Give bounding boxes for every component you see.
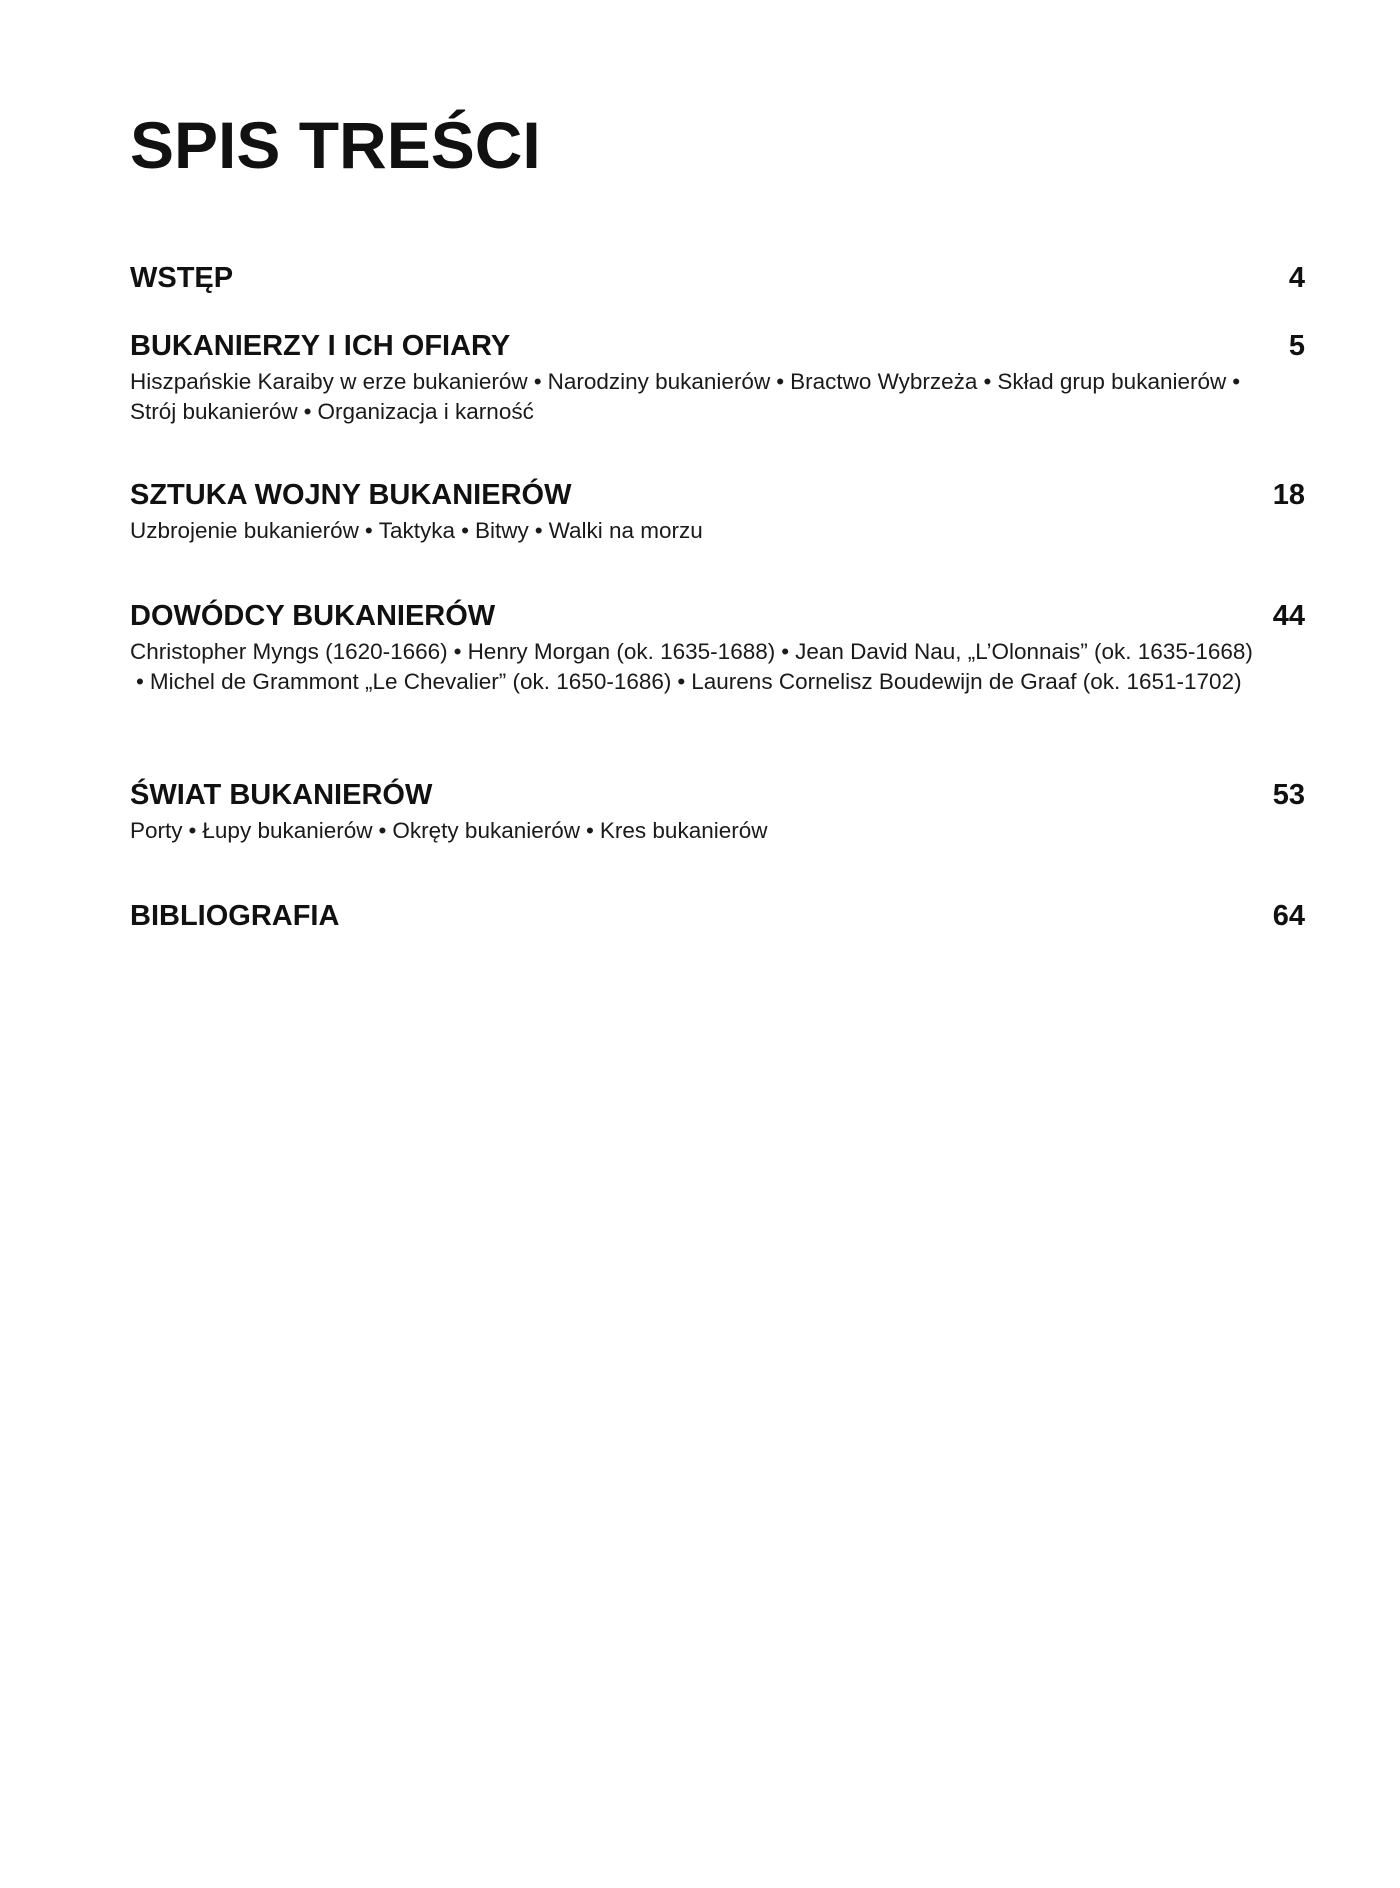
- subtopic: Michel de Grammont „Le Chevalier” (ok. 1650-1686): [149, 668, 672, 694]
- bullet-separator: •: [461, 518, 469, 543]
- subtopic: Organizacja i karność: [317, 398, 534, 424]
- toc-entry-subtopics: [130, 516, 1260, 546]
- toc-entry-page-number: 44: [1272, 600, 1305, 632]
- toc-entry-page-number: 53: [1272, 779, 1305, 811]
- subtopic: Porty: [130, 818, 183, 843]
- bullet-separator: •: [781, 639, 790, 664]
- bullet-separator: •: [136, 668, 144, 694]
- page-title: SPIS TREŚCI: [130, 108, 541, 182]
- subtopic: Christopher Myngs (1620-1666): [130, 639, 448, 664]
- toc-entry-title: BUKANIERZY I ICH OFIARY: [130, 330, 511, 362]
- subtopic: Okręty bukanierów: [392, 818, 581, 843]
- toc-entry-wstep[interactable]: [130, 258, 1305, 298]
- toc-entry-title: SZTUKA WOJNY BUKANIERÓW: [130, 479, 572, 511]
- bullet-separator: •: [677, 668, 686, 694]
- toc-entry-title: WSTĘP: [130, 262, 234, 294]
- bullet-separator: •: [776, 369, 785, 394]
- subtopic: Jean David Nau, „L’Olonnais” (ok. 1635-1668): [795, 639, 1253, 664]
- subtopic: Kres bukanierów: [599, 818, 768, 843]
- subtopic: Hiszpańskie Karaiby w erze bukanierów: [130, 369, 528, 394]
- subtopic: Bractwo Wybrzeża: [790, 369, 978, 394]
- bullet-separator: •: [188, 818, 197, 843]
- bullet-separator: •: [983, 369, 992, 394]
- bullet-separator: •: [1232, 369, 1241, 394]
- toc-entry-title: DOWÓDCY BUKANIERÓW: [130, 600, 496, 632]
- toc-entry-sztuka-wojny-bukanierow[interactable]: [130, 475, 1305, 546]
- bullet-separator: •: [586, 818, 594, 843]
- toc-entry-page-number: 4: [1288, 262, 1305, 294]
- toc-entry-dowodcy-bukanierow[interactable]: [130, 596, 1305, 696]
- toc-entry-bibliografia[interactable]: [130, 896, 1305, 936]
- toc-entry-page-number: 5: [1288, 330, 1305, 362]
- toc-entry-title: ŚWIAT BUKANIERÓW: [130, 779, 433, 811]
- bullet-separator: •: [534, 518, 543, 543]
- subtopic: Uzbrojenie bukanierów: [130, 518, 359, 543]
- bullet-separator: •: [533, 369, 542, 394]
- subtopic: Łupy bukanierów: [202, 818, 373, 843]
- bullet-separator: •: [378, 818, 387, 843]
- bullet-separator: •: [364, 518, 373, 543]
- subtopic: Henry Morgan (ok. 1635-1688): [467, 639, 776, 664]
- toc-entry-subtopics: [130, 367, 1260, 426]
- toc-entry-subtopics: [130, 816, 1260, 846]
- toc-entry-subtopics: [130, 637, 1260, 696]
- subtopic: Narodziny bukanierów: [547, 369, 771, 394]
- toc-entry-title: BIBLIOGRAFIA: [130, 900, 340, 932]
- toc-entry-swiat-bukanierow[interactable]: [130, 775, 1305, 846]
- toc-entry-bukanierzy-i-ich-ofiary[interactable]: [130, 326, 1305, 426]
- subtopic: Laurens Cornelisz Boudewijn de Graaf (ok. 1651-1702): [691, 668, 1242, 694]
- subtopic: Walki na morzu: [548, 518, 703, 543]
- subtopic: Bitwy: [474, 518, 529, 543]
- toc-entry-page-number: 64: [1272, 900, 1305, 932]
- bullet-separator: •: [453, 639, 462, 664]
- bullet-separator: •: [303, 398, 312, 424]
- subtopic: Taktyka: [378, 518, 456, 543]
- subtopic: Strój bukanierów: [130, 398, 298, 424]
- subtopic: Skład grup bukanierów: [997, 369, 1227, 394]
- toc-entry-page-number: 18: [1272, 479, 1305, 511]
